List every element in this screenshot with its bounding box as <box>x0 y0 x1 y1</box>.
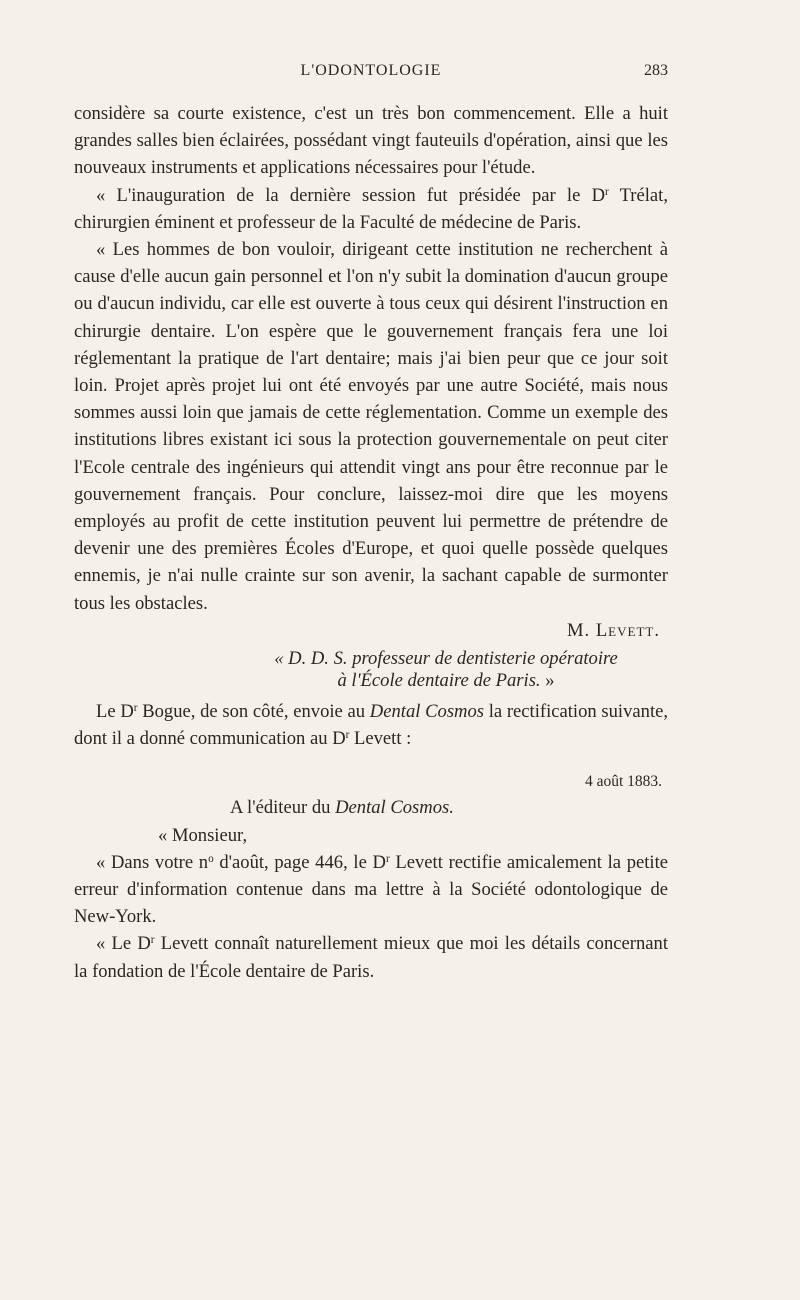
page-body <box>74 100 668 985</box>
running-title: L'ODONTOLOGIE <box>300 62 442 79</box>
letter-address <box>74 794 668 821</box>
paragraph-4-part-4: Levett : <box>349 728 412 750</box>
credential <box>74 648 668 692</box>
paragraph-1: considère sa courte existence, c'est un très bon commencement. Elle a huit grandes salles bien éclairées, possédant vingt fauteuils d'opération, ainsi que les nouveaux instruments et applications nécessaires pour l'étude. <box>74 103 668 179</box>
paragraph-2-start: « L'inauguration de la dernière session fut présidée par le D <box>96 184 605 206</box>
paragraph-6 <box>74 930 668 984</box>
paragraph-2 <box>74 182 668 236</box>
paragraph-4-part-3: la rectification suivante, dont il a donné communication au D <box>74 701 669 750</box>
letter-date: 4 août 1883. <box>584 773 662 791</box>
credential-line-1: « D. D. S. professeur de dentisterie opératoire <box>274 648 618 670</box>
credential-line-2: à l'École dentaire de Paris. <box>337 670 541 692</box>
paragraph-4 <box>74 698 668 752</box>
letter-salutation: « Monsieur, <box>158 824 248 846</box>
address-prefix: A l'éditeur du <box>230 797 336 819</box>
superscript: r <box>133 701 138 714</box>
superscript: r <box>605 185 609 198</box>
superscript: o <box>208 852 214 865</box>
journal-title: Dental Cosmos. <box>335 797 454 819</box>
paragraph-6-start: « Le D <box>96 933 151 955</box>
paragraph-4-part-1: Le D <box>96 701 134 723</box>
superscript: r <box>385 852 390 865</box>
superscript: r <box>150 934 155 947</box>
paragraph-5-end: Levett rectifie amicalement la petite erreur d'information contenue dans ma lettre à la Société odontologique de New-York. <box>74 851 668 928</box>
signature-name: Levett. <box>595 619 660 641</box>
superscript: r <box>345 729 350 742</box>
page-number: 283 <box>644 62 668 79</box>
paragraph-6-end: Levett connaît naturellement mieux que moi les détails concernant la fondation de l'École dentaire de Paris. <box>74 933 668 982</box>
book-page <box>74 62 668 985</box>
credential-close: » <box>540 670 555 692</box>
signature-initial: M. <box>566 619 596 641</box>
paragraph-3: « Les hommes de bon vouloir, dirigeant cette institution ne recherchent à cause d'elle aucun gain personnel et l'on n'y subit la domination d'aucun groupe ou d'aucun individu, car elle est ouverte à tous ceux qui désirent l'instruction en chirurgie dentaire. L'on espère que le gouvernement français fera une loi réglementant la pratique de l'art dentaire; mais j'ai bien peur que ce jour soit loin. Projet après projet lui ont été envoyés par une autre Société, mais nous sommes aussi loin que jamais de cette réglementation. Comme un exemple des institutions libres existant ici sous la protection gouvernementale on peut citer l'Ecole centrale des ingénieurs qui attendit vingt ans pour être reconnue par le gouvernement français. Pour conclure, laissez-moi dire que les moyens employés au profit de cette institution peuvent lui permettre de prétendre de devenir une des premières Écoles d'Europe, et quoi quelle possède quelques ennemis, je n'ai nulle crainte sur son avenir, la sachant capable de surmonter tous les obstacles. <box>74 239 668 614</box>
paragraph-5-start: « Dans votre n <box>96 851 209 873</box>
paragraph-5-mid: d'août, page 446, le D <box>213 851 386 873</box>
journal-title: Dental Cosmos <box>369 701 485 723</box>
signature <box>74 617 668 644</box>
paragraph-2-end: Trélat, chirurgien éminent et professeur de la Faculté de médecine de Paris. <box>74 184 668 233</box>
paragraph-4-part-2: Bogue, de son côté, envoie au <box>137 701 370 723</box>
paragraph-5 <box>74 849 668 931</box>
page-header <box>74 62 668 86</box>
